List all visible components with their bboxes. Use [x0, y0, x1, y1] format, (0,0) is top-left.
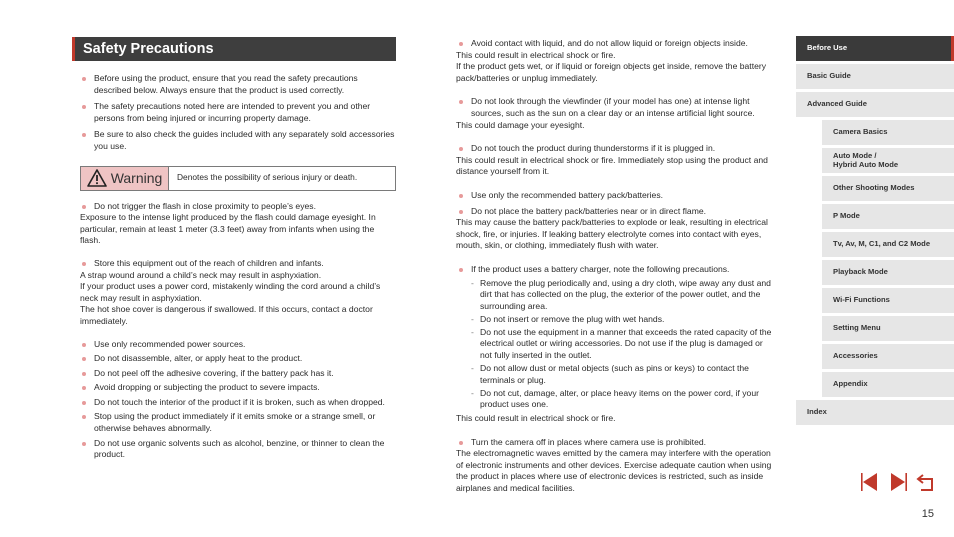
sidebar-nav	[796, 36, 954, 428]
sidebar-item-camera-basics[interactable]: Camera Basics	[822, 120, 954, 145]
flash-warning	[72, 201, 396, 247]
intro-list	[72, 73, 396, 153]
sidebar-item-basic-guide[interactable]: Basic Guide	[796, 64, 954, 89]
list-item: - Do not insert or remove the plug with wet hands.	[471, 314, 774, 326]
list-item: - Do not use the equipment in a manner that exceeds the rated capacity of the electrical outlet or wiring accessories. Do not use if the plug is damaged or not fully inserted in the outlet.	[471, 327, 774, 362]
page-title: Safety Precautions	[72, 37, 396, 61]
liquid-lead: Avoid contact with liquid, and do not allow liquid or foreign objects inside.	[456, 38, 774, 50]
list-item: Be sure to also check the guides included with any separately sold accessories you use.	[72, 129, 396, 152]
sidebar-item-setting-menu[interactable]: Setting Menu	[822, 316, 954, 341]
sidebar-item-before-use[interactable]: Before Use	[796, 36, 954, 61]
list-item: Avoid dropping or subjecting the product to severe impacts.	[72, 382, 396, 394]
list-item: - Do not allow dust or metal objects (such as pins or keys) to contact the terminals or plug.	[471, 363, 774, 386]
sidebar-item-accessories[interactable]: Accessories	[822, 344, 954, 369]
page-number: 15	[921, 508, 934, 520]
prev-page-button[interactable]	[858, 470, 882, 494]
sidebar-item-label: Hybrid Auto Mode	[833, 159, 899, 169]
warning-legend	[80, 166, 396, 191]
children-body-3: The hot shoe cover is dangerous if swallowed. If this occurs, contact a doctor immediately.	[80, 304, 373, 326]
sidebar-item-label: Auto Mode /	[833, 150, 877, 160]
battery-warning	[456, 190, 774, 252]
list-item: - Do not cut, damage, alter, or place heavy items on the power cord, if your product uses one.	[471, 388, 774, 411]
viewfinder-lead: Do not look through the viewfinder (if your model has one) at intense light sources, such as the sun on a clear day or an intense artificial light source.	[456, 96, 774, 119]
sidebar-item-auto-mode[interactable]	[822, 148, 954, 173]
children-body-1: A strap wound around a child’s neck may result in asphyxiation.	[80, 269, 322, 280]
sidebar-item-wifi-functions[interactable]: Wi-Fi Functions	[822, 288, 954, 313]
list-item: Do not disassemble, alter, or apply heat to the product.	[72, 353, 396, 365]
flash-lead: Do not trigger the flash in close proximity to people’s eyes.	[80, 201, 396, 213]
sidebar-item-advanced-guide[interactable]: Advanced Guide	[796, 92, 954, 117]
children-lead: Store this equipment out of the reach of children and infants.	[80, 258, 396, 270]
camera-off-body: The electromagnetic waves emitted by the camera may interfere with the operation of electronic instruments and other devices. Exercise adequate caution when using the product in places where use of electronic devices is restricted, such as inside airplanes and medical facilities.	[456, 448, 772, 493]
children-warning	[72, 258, 396, 328]
sidebar-item-playback-mode[interactable]: Playback Mode	[822, 260, 954, 285]
list-item: - Remove the plug periodically and, using a dry cloth, wipe away any dust and dirt that has collected on the plug, the exterior of the power outlet, and the surrounding area.	[471, 278, 774, 313]
battery-lead-1: Use only the recommended battery pack/batteries.	[456, 190, 774, 202]
liquid-body-1: This could result in electrical shock or fire.	[456, 49, 616, 60]
list-item: Before using the product, ensure that you read the safety precautions described below. Always ensure that the product is used correctly.	[72, 73, 396, 96]
charger-body: This could result in electrical shock or fire.	[456, 413, 616, 424]
children-body-2: If your product uses a power cord, mistakenly winding the cord around a child’s neck may result in asphyxiation.	[80, 281, 381, 303]
warning-label-cell	[81, 167, 169, 190]
warning-label: Warning	[110, 169, 163, 186]
thunderstorm-warning	[456, 143, 774, 178]
sidebar-item-index[interactable]: Index	[796, 400, 954, 425]
list-item: Use only recommended power sources.	[72, 339, 396, 351]
sidebar-item-other-shooting-modes[interactable]: Other Shooting Modes	[822, 176, 954, 201]
sidebar-item-appendix[interactable]: Appendix	[822, 372, 954, 397]
charger-warning	[456, 264, 774, 425]
list-item: The safety precautions noted here are intended to prevent you and other persons from being injured or incurring property damage.	[72, 101, 396, 124]
charger-precautions-list	[456, 278, 774, 412]
middle-column	[456, 38, 774, 507]
list-item: Do not use organic solvents such as alcohol, benzine, or thinner to clean the product.	[72, 438, 396, 461]
viewfinder-warning	[456, 96, 774, 131]
battery-body: This may cause the battery pack/batteries to explode or leak, resulting in electrical shock, fire, or injuries. If leaking battery electrolyte comes into contact with eyes, mouth, skin, or clothing, immediately flush with water.	[456, 217, 768, 251]
page-navigation	[858, 470, 938, 494]
general-warnings-list	[72, 339, 396, 461]
liquid-body-2: If the product gets wet, or if liquid or foreign objects get inside, remove the battery pack/batteries or unplug immediately.	[456, 61, 767, 83]
list-item: Do not peel off the adhesive covering, if the battery pack has it.	[72, 368, 396, 380]
next-page-icon	[887, 471, 909, 493]
thunder-body: This could result in electrical shock or fire. Immediately stop using the product and distance yourself from it.	[456, 154, 768, 177]
viewfinder-body: This could damage your eyesight.	[456, 119, 585, 130]
next-page-button[interactable]	[886, 470, 910, 494]
warning-description: Denotes the possibility of serious injury or death.	[177, 172, 358, 183]
warning-triangle-icon	[87, 169, 107, 187]
list-item: Stop using the product immediately if it emits smoke or a strange smell, or otherwise behaves abnormally.	[72, 411, 396, 434]
thunder-lead: Do not touch the product during thunderstorms if it is plugged in.	[456, 143, 774, 155]
charger-lead: If the product uses a battery charger, note the following precautions.	[456, 264, 774, 276]
return-icon	[915, 471, 937, 493]
flash-body: Exposure to the intense light produced by the flash could damage eyesight. In particular, remain at least 1 meter (3.3 feet) away from infants when using the flash.	[80, 212, 376, 246]
left-column	[72, 37, 396, 464]
prev-page-icon	[859, 471, 881, 493]
sidebar-item-p-mode[interactable]: P Mode	[822, 204, 954, 229]
battery-lead-2: Do not place the battery pack/batteries near or in direct flame.	[456, 206, 774, 218]
camera-off-lead: Turn the camera off in places where camera use is prohibited.	[456, 437, 774, 449]
sidebar-item-tv-av-m-mode[interactable]: Tv, Av, M, C1, and C2 Mode	[822, 232, 954, 257]
return-button[interactable]	[914, 470, 938, 494]
list-item: Do not touch the interior of the product if it is broken, such as when dropped.	[72, 397, 396, 409]
liquid-warning	[456, 38, 774, 84]
camera-off-warning	[456, 437, 774, 495]
